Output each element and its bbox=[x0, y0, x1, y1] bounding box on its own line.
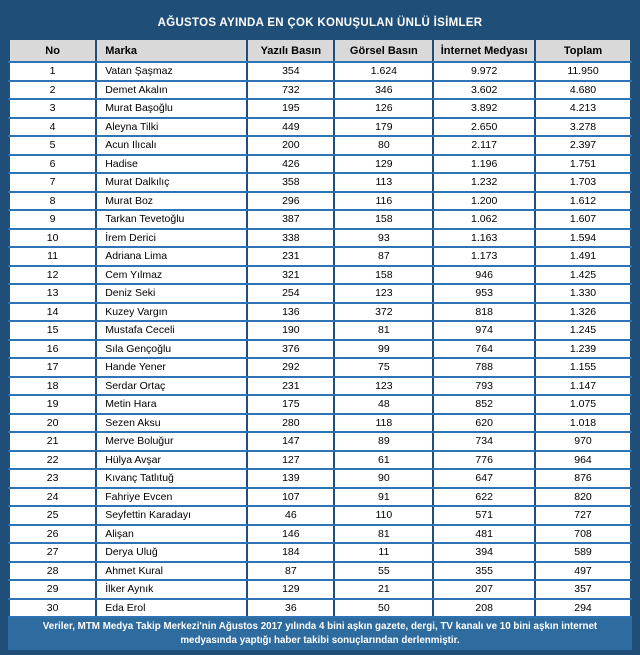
print-press-cell: 46 bbox=[247, 506, 334, 525]
internet-media-cell: 1.062 bbox=[433, 210, 535, 229]
rank-cell: 13 bbox=[9, 284, 96, 303]
column-header-toplam: Toplam bbox=[535, 39, 631, 62]
internet-media-cell: 974 bbox=[433, 321, 535, 340]
table-row bbox=[9, 118, 631, 137]
internet-media-cell: 953 bbox=[433, 284, 535, 303]
visual-press-cell: 110 bbox=[334, 506, 433, 525]
total-cell: 1.018 bbox=[535, 414, 631, 433]
rank-cell: 1 bbox=[9, 62, 96, 81]
print-press-cell: 147 bbox=[247, 432, 334, 451]
visual-press-cell: 158 bbox=[334, 210, 433, 229]
rank-cell: 4 bbox=[9, 118, 96, 137]
visual-press-cell: 372 bbox=[334, 303, 433, 322]
print-press-cell: 321 bbox=[247, 266, 334, 285]
column-header-marka: Marka bbox=[96, 39, 247, 62]
rank-cell: 16 bbox=[9, 340, 96, 359]
total-cell: 4.680 bbox=[535, 81, 631, 100]
table-row bbox=[9, 284, 631, 303]
name-cell: Hande Yener bbox=[96, 358, 247, 377]
total-cell: 820 bbox=[535, 488, 631, 507]
visual-press-cell: 113 bbox=[334, 173, 433, 192]
rank-cell: 15 bbox=[9, 321, 96, 340]
visual-press-cell: 99 bbox=[334, 340, 433, 359]
print-press-cell: 354 bbox=[247, 62, 334, 81]
internet-media-cell: 3.892 bbox=[433, 99, 535, 118]
name-cell: Sezen Aksu bbox=[96, 414, 247, 433]
name-cell: Hülya Avşar bbox=[96, 451, 247, 470]
name-cell: Adriana Lima bbox=[96, 247, 247, 266]
print-press-cell: 732 bbox=[247, 81, 334, 100]
rank-cell: 25 bbox=[9, 506, 96, 525]
rank-cell: 20 bbox=[9, 414, 96, 433]
name-cell: İlker Aynık bbox=[96, 580, 247, 599]
total-cell: 2.397 bbox=[535, 136, 631, 155]
internet-media-cell: 734 bbox=[433, 432, 535, 451]
rank-cell: 3 bbox=[9, 99, 96, 118]
visual-press-cell: 126 bbox=[334, 99, 433, 118]
visual-press-cell: 91 bbox=[334, 488, 433, 507]
name-cell: Acun Ilıcalı bbox=[96, 136, 247, 155]
name-cell: Murat Dalkılıç bbox=[96, 173, 247, 192]
table-header-row bbox=[9, 39, 631, 62]
internet-media-cell: 208 bbox=[433, 599, 535, 618]
table-header bbox=[9, 39, 631, 62]
internet-media-cell: 9.972 bbox=[433, 62, 535, 81]
total-cell: 294 bbox=[535, 599, 631, 618]
print-press-cell: 231 bbox=[247, 247, 334, 266]
name-cell: Hadise bbox=[96, 155, 247, 174]
name-cell: Demet Akalın bbox=[96, 81, 247, 100]
column-header-internet-medyasi: İnternet Medyası bbox=[433, 39, 535, 62]
print-press-cell: 195 bbox=[247, 99, 334, 118]
table-row bbox=[9, 266, 631, 285]
print-press-cell: 200 bbox=[247, 136, 334, 155]
print-press-cell: 254 bbox=[247, 284, 334, 303]
total-cell: 1.612 bbox=[535, 192, 631, 211]
internet-media-cell: 207 bbox=[433, 580, 535, 599]
name-cell: İrem Derici bbox=[96, 229, 247, 248]
visual-press-cell: 179 bbox=[334, 118, 433, 137]
internet-media-cell: 622 bbox=[433, 488, 535, 507]
table-body bbox=[9, 62, 631, 617]
print-press-cell: 358 bbox=[247, 173, 334, 192]
print-press-cell: 376 bbox=[247, 340, 334, 359]
table-row bbox=[9, 488, 631, 507]
total-cell: 1.491 bbox=[535, 247, 631, 266]
rank-cell: 14 bbox=[9, 303, 96, 322]
internet-media-cell: 620 bbox=[433, 414, 535, 433]
visual-press-cell: 11 bbox=[334, 543, 433, 562]
visual-press-cell: 21 bbox=[334, 580, 433, 599]
total-cell: 1.330 bbox=[535, 284, 631, 303]
table-row bbox=[9, 358, 631, 377]
visual-press-cell: 118 bbox=[334, 414, 433, 433]
total-cell: 1.425 bbox=[535, 266, 631, 285]
print-press-cell: 136 bbox=[247, 303, 334, 322]
print-press-cell: 280 bbox=[247, 414, 334, 433]
table-row bbox=[9, 99, 631, 118]
total-cell: 3.278 bbox=[535, 118, 631, 137]
total-cell: 497 bbox=[535, 562, 631, 581]
name-cell: Cem Yılmaz bbox=[96, 266, 247, 285]
visual-press-cell: 93 bbox=[334, 229, 433, 248]
internet-media-cell: 355 bbox=[433, 562, 535, 581]
total-cell: 1.751 bbox=[535, 155, 631, 174]
table-row bbox=[9, 525, 631, 544]
visual-press-cell: 48 bbox=[334, 395, 433, 414]
visual-press-cell: 90 bbox=[334, 469, 433, 488]
visual-press-cell: 123 bbox=[334, 284, 433, 303]
name-cell: Deniz Seki bbox=[96, 284, 247, 303]
table-row bbox=[9, 192, 631, 211]
table-row bbox=[9, 229, 631, 248]
print-press-cell: 338 bbox=[247, 229, 334, 248]
rank-cell: 23 bbox=[9, 469, 96, 488]
name-cell: Eda Erol bbox=[96, 599, 247, 618]
internet-media-cell: 788 bbox=[433, 358, 535, 377]
name-cell: Kıvanç Tatlıtuğ bbox=[96, 469, 247, 488]
internet-media-cell: 394 bbox=[433, 543, 535, 562]
internet-media-cell: 3.602 bbox=[433, 81, 535, 100]
total-cell: 970 bbox=[535, 432, 631, 451]
visual-press-cell: 81 bbox=[334, 321, 433, 340]
rank-cell: 29 bbox=[9, 580, 96, 599]
rank-cell: 30 bbox=[9, 599, 96, 618]
name-cell: Vatan Şaşmaz bbox=[96, 62, 247, 81]
rank-cell: 18 bbox=[9, 377, 96, 396]
rank-cell: 6 bbox=[9, 155, 96, 174]
internet-media-cell: 764 bbox=[433, 340, 535, 359]
column-header-yazili-basin: Yazılı Basın bbox=[247, 39, 334, 62]
print-press-cell: 139 bbox=[247, 469, 334, 488]
internet-media-cell: 1.173 bbox=[433, 247, 535, 266]
column-header-gorsel-basin: Görsel Basın bbox=[334, 39, 433, 62]
total-cell: 1.239 bbox=[535, 340, 631, 359]
visual-press-cell: 129 bbox=[334, 155, 433, 174]
table-row bbox=[9, 340, 631, 359]
print-press-cell: 231 bbox=[247, 377, 334, 396]
table-row bbox=[9, 62, 631, 81]
print-press-cell: 87 bbox=[247, 562, 334, 581]
table-row bbox=[9, 247, 631, 266]
internet-media-cell: 571 bbox=[433, 506, 535, 525]
visual-press-cell: 89 bbox=[334, 432, 433, 451]
table-row bbox=[9, 155, 631, 174]
rank-cell: 7 bbox=[9, 173, 96, 192]
table-row bbox=[9, 469, 631, 488]
visual-press-cell: 116 bbox=[334, 192, 433, 211]
print-press-cell: 296 bbox=[247, 192, 334, 211]
table-row bbox=[9, 136, 631, 155]
visual-press-cell: 80 bbox=[334, 136, 433, 155]
visual-press-cell: 61 bbox=[334, 451, 433, 470]
table-row bbox=[9, 451, 631, 470]
table-container bbox=[8, 38, 632, 618]
total-cell: 357 bbox=[535, 580, 631, 599]
print-press-cell: 107 bbox=[247, 488, 334, 507]
rank-cell: 8 bbox=[9, 192, 96, 211]
print-press-cell: 426 bbox=[247, 155, 334, 174]
visual-press-cell: 87 bbox=[334, 247, 433, 266]
print-press-cell: 190 bbox=[247, 321, 334, 340]
rank-cell: 5 bbox=[9, 136, 96, 155]
name-cell: Aleyna Tilki bbox=[96, 118, 247, 137]
name-cell: Kuzey Vargın bbox=[96, 303, 247, 322]
rank-cell: 2 bbox=[9, 81, 96, 100]
print-press-cell: 127 bbox=[247, 451, 334, 470]
visual-press-cell: 1.624 bbox=[334, 62, 433, 81]
table-row bbox=[9, 321, 631, 340]
total-cell: 1.075 bbox=[535, 395, 631, 414]
total-cell: 1.155 bbox=[535, 358, 631, 377]
name-cell: Metin Hara bbox=[96, 395, 247, 414]
name-cell: Tarkan Tevetoğlu bbox=[96, 210, 247, 229]
total-cell: 1.147 bbox=[535, 377, 631, 396]
table-row bbox=[9, 599, 631, 618]
rank-cell: 26 bbox=[9, 525, 96, 544]
visual-press-cell: 50 bbox=[334, 599, 433, 618]
print-press-cell: 292 bbox=[247, 358, 334, 377]
internet-media-cell: 1.196 bbox=[433, 155, 535, 174]
celebrity-ranking-table bbox=[8, 38, 632, 618]
rank-cell: 9 bbox=[9, 210, 96, 229]
total-cell: 708 bbox=[535, 525, 631, 544]
rank-cell: 22 bbox=[9, 451, 96, 470]
print-press-cell: 449 bbox=[247, 118, 334, 137]
internet-media-cell: 2.650 bbox=[433, 118, 535, 137]
table-row bbox=[9, 562, 631, 581]
print-press-cell: 387 bbox=[247, 210, 334, 229]
internet-media-cell: 2.117 bbox=[433, 136, 535, 155]
total-cell: 1.703 bbox=[535, 173, 631, 192]
rank-cell: 27 bbox=[9, 543, 96, 562]
total-cell: 1.326 bbox=[535, 303, 631, 322]
visual-press-cell: 75 bbox=[334, 358, 433, 377]
rank-cell: 21 bbox=[9, 432, 96, 451]
table-row bbox=[9, 303, 631, 322]
name-cell: Murat Boz bbox=[96, 192, 247, 211]
print-press-cell: 175 bbox=[247, 395, 334, 414]
table-row bbox=[9, 210, 631, 229]
total-cell: 4.213 bbox=[535, 99, 631, 118]
rank-cell: 17 bbox=[9, 358, 96, 377]
print-press-cell: 36 bbox=[247, 599, 334, 618]
visual-press-cell: 158 bbox=[334, 266, 433, 285]
table-row bbox=[9, 506, 631, 525]
rank-cell: 12 bbox=[9, 266, 96, 285]
print-press-cell: 146 bbox=[247, 525, 334, 544]
visual-press-cell: 81 bbox=[334, 525, 433, 544]
internet-media-cell: 946 bbox=[433, 266, 535, 285]
name-cell: Mustafa Ceceli bbox=[96, 321, 247, 340]
internet-media-cell: 1.232 bbox=[433, 173, 535, 192]
internet-media-cell: 793 bbox=[433, 377, 535, 396]
table-row bbox=[9, 432, 631, 451]
name-cell: Serdar Ortaç bbox=[96, 377, 247, 396]
total-cell: 1.594 bbox=[535, 229, 631, 248]
visual-press-cell: 346 bbox=[334, 81, 433, 100]
table-row bbox=[9, 377, 631, 396]
name-cell: Derya Uluğ bbox=[96, 543, 247, 562]
total-cell: 11.950 bbox=[535, 62, 631, 81]
internet-media-cell: 818 bbox=[433, 303, 535, 322]
name-cell: Alişan bbox=[96, 525, 247, 544]
internet-media-cell: 776 bbox=[433, 451, 535, 470]
rank-cell: 19 bbox=[9, 395, 96, 414]
visual-press-cell: 123 bbox=[334, 377, 433, 396]
print-press-cell: 129 bbox=[247, 580, 334, 599]
internet-media-cell: 1.200 bbox=[433, 192, 535, 211]
column-header-no: No bbox=[9, 39, 96, 62]
total-cell: 1.245 bbox=[535, 321, 631, 340]
table-row bbox=[9, 395, 631, 414]
name-cell: Ahmet Kural bbox=[96, 562, 247, 581]
total-cell: 1.607 bbox=[535, 210, 631, 229]
internet-media-cell: 1.163 bbox=[433, 229, 535, 248]
page-title: AĞUSTOS AYINDA EN ÇOK KONUŞULAN ÜNLÜ İSİMLER bbox=[157, 17, 483, 29]
total-cell: 876 bbox=[535, 469, 631, 488]
total-cell: 964 bbox=[535, 451, 631, 470]
rank-cell: 10 bbox=[9, 229, 96, 248]
name-cell: Murat Başoğlu bbox=[96, 99, 247, 118]
total-cell: 589 bbox=[535, 543, 631, 562]
table-row bbox=[9, 81, 631, 100]
name-cell: Merve Boluğur bbox=[96, 432, 247, 451]
table-row bbox=[9, 414, 631, 433]
total-cell: 727 bbox=[535, 506, 631, 525]
visual-press-cell: 55 bbox=[334, 562, 433, 581]
print-press-cell: 184 bbox=[247, 543, 334, 562]
internet-media-cell: 647 bbox=[433, 469, 535, 488]
name-cell: Sıla Gençoğlu bbox=[96, 340, 247, 359]
internet-media-cell: 481 bbox=[433, 525, 535, 544]
internet-media-cell: 852 bbox=[433, 395, 535, 414]
table-row bbox=[9, 173, 631, 192]
name-cell: Seyfettin Karadayı bbox=[96, 506, 247, 525]
name-cell: Fahriye Evcen bbox=[96, 488, 247, 507]
rank-cell: 28 bbox=[9, 562, 96, 581]
table-row bbox=[9, 580, 631, 599]
rank-cell: 24 bbox=[9, 488, 96, 507]
rank-cell: 11 bbox=[9, 247, 96, 266]
source-note: Veriler, MTM Medya Takip Merkezi'nin Ağustos 2017 yılında 4 bini aşkın gazete, dergi, TV kanalı ve 10 bini aşkın internet medyasında yaptığı haber takibi sonuçlarından derlenmiştir. bbox=[8, 618, 632, 650]
table-row bbox=[9, 543, 631, 562]
